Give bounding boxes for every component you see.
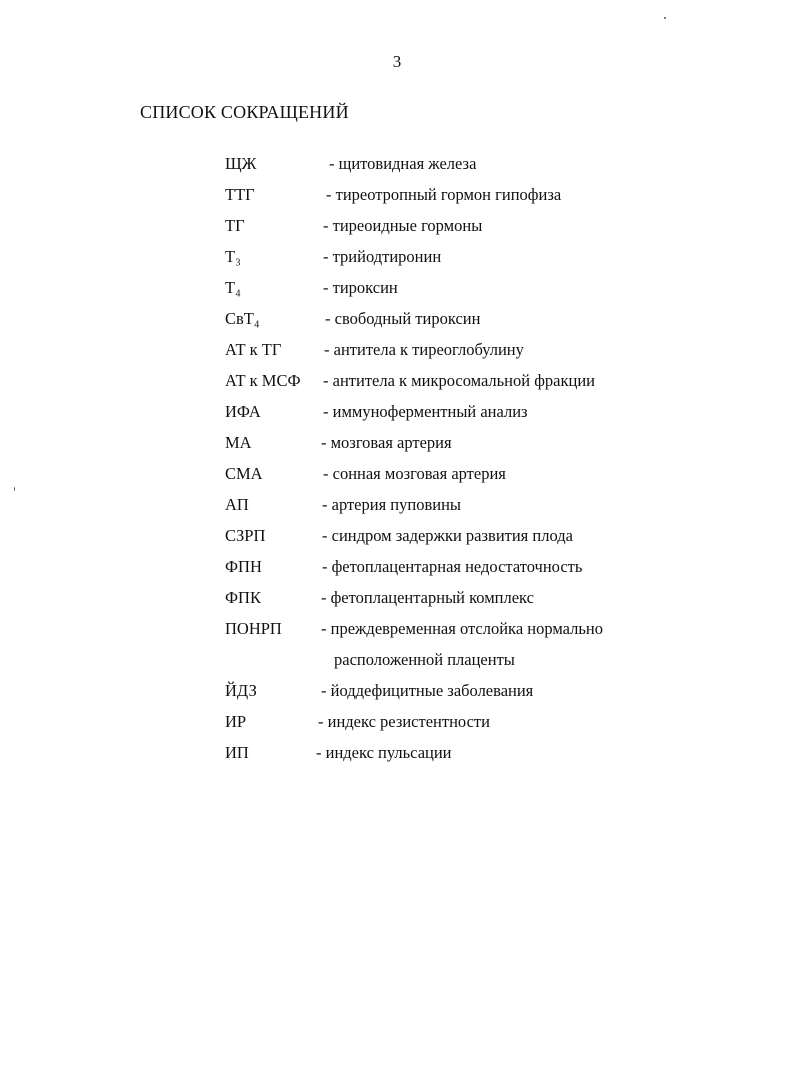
page-number: 3 <box>392 52 402 71</box>
abbreviation-definition: - тироксин <box>323 278 398 297</box>
abbreviation-definition: - йоддефицитные заболевания <box>321 681 534 700</box>
list-item <box>225 278 765 309</box>
abbreviation-definition: - преждевременная отслойка нормально <box>321 619 603 638</box>
abbreviation-term: ИП <box>225 743 249 762</box>
abbreviation-definition: - фетоплацентарная недостаточность <box>322 557 583 576</box>
list-item <box>225 557 765 588</box>
list-item <box>225 216 765 247</box>
abbreviation-term: ИФА <box>225 402 261 421</box>
list-item <box>225 371 765 402</box>
abbreviation-term: ФПК <box>225 588 261 607</box>
list-item <box>225 402 765 433</box>
abbreviation-term: ЩЖ <box>225 154 257 173</box>
abbreviation-term: Т₄ <box>225 278 241 297</box>
abbreviation-definition: - иммуноферментный анализ <box>323 402 528 421</box>
abbreviation-definition: - антитела к тиреоглобулину <box>324 340 524 359</box>
scan-speck <box>664 17 666 19</box>
abbreviation-term: Т₃ <box>225 247 241 266</box>
abbreviation-definition: - индекс пульсации <box>316 743 452 762</box>
list-item <box>225 340 765 371</box>
list-item <box>225 464 765 495</box>
abbreviation-definition: - антитела к микросомальной фракции <box>323 371 595 390</box>
abbreviation-term: ФПН <box>225 557 262 576</box>
abbreviation-term: ИР <box>225 712 247 731</box>
abbreviation-definition: - щитовидная железа <box>329 154 477 173</box>
abbreviation-term: АТ к ТГ <box>225 340 282 359</box>
abbreviation-term: ТТГ <box>225 185 255 204</box>
abbreviation-list <box>225 154 765 774</box>
abbreviation-definition: - тиреотропный гормон гипофиза <box>326 185 562 204</box>
list-item <box>225 495 765 526</box>
list-item <box>225 247 765 278</box>
abbreviation-term: АТ к МСФ <box>225 371 301 390</box>
abbreviation-definition: - мозговая артерия <box>321 433 452 452</box>
abbreviation-definition: - фетоплацентарный комплекс <box>321 588 534 607</box>
abbreviation-definition-continuation: расположенной плаценты <box>334 650 515 669</box>
abbreviation-definition: - свободный тироксин <box>325 309 481 328</box>
abbreviation-definition: - сонная мозговая артерия <box>323 464 506 483</box>
abbreviation-definition: - синдром задержки развития плода <box>322 526 573 545</box>
abbreviation-term: СЗРП <box>225 526 266 545</box>
abbreviation-term: МА <box>225 433 252 452</box>
list-item <box>225 309 765 340</box>
abbreviation-definition: - тиреоидные гормоны <box>323 216 483 235</box>
abbreviation-definition: - трийодтиронин <box>323 247 442 266</box>
abbreviation-term: АП <box>225 495 249 514</box>
list-item <box>225 154 765 185</box>
abbreviation-term: СМА <box>225 464 263 483</box>
list-item <box>225 681 765 712</box>
abbreviation-term: ПОНРП <box>225 619 282 638</box>
abbreviation-term: СвТ₄ <box>225 309 260 328</box>
abbreviation-definition: - артерия пуповины <box>322 495 462 514</box>
list-item <box>225 619 765 650</box>
list-item <box>225 712 765 743</box>
scan-speck <box>14 487 15 491</box>
abbreviation-term: ЙДЗ <box>225 681 257 700</box>
list-item <box>225 185 765 216</box>
list-item <box>225 588 765 619</box>
abbreviation-definition: - индекс резистентности <box>318 712 490 731</box>
list-item-continuation <box>225 650 765 681</box>
list-item <box>225 433 765 464</box>
list-item <box>225 526 765 557</box>
abbreviation-term: ТГ <box>225 216 245 235</box>
page-title: СПИСОК СОКРАЩЕНИЙ <box>140 102 349 122</box>
list-item <box>225 743 765 774</box>
